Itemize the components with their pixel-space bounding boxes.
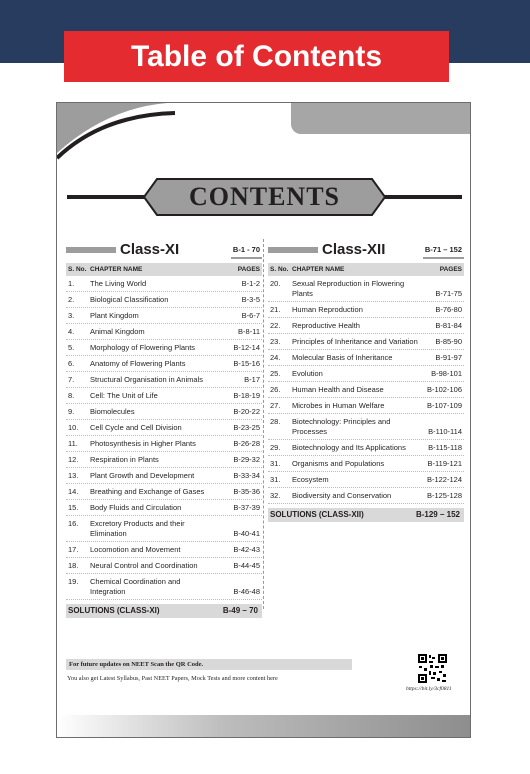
chapter-number: 8. bbox=[68, 390, 75, 400]
chapter-name: Principles of Inheritance and Variation bbox=[292, 336, 418, 346]
chapter-number: 1. bbox=[68, 278, 75, 288]
chapter-name: Microbes in Human Welfare bbox=[292, 400, 385, 410]
class-title: Class-XII bbox=[322, 241, 386, 258]
chapter-name: Cell: The Unit of Life bbox=[90, 390, 158, 400]
chapter-pages: B-18-19 bbox=[233, 390, 260, 400]
chapter-pages: B-44-45 bbox=[233, 560, 260, 570]
chapter-pages: B-3-5 bbox=[241, 294, 260, 304]
chapter-number: 25. bbox=[270, 368, 281, 378]
class-xii-column bbox=[268, 239, 464, 522]
solutions-row[interactable] bbox=[268, 508, 464, 522]
chapter-row[interactable] bbox=[268, 488, 464, 504]
chapter-name: Molecular Basis of Inheritance bbox=[292, 352, 393, 362]
chapter-name: Human Health and Disease bbox=[292, 384, 384, 394]
chapter-number: 3. bbox=[68, 310, 75, 320]
pages-header: PAGES bbox=[237, 266, 260, 273]
chapter-name: Reproductive Health bbox=[292, 320, 360, 330]
chapter-pages: B-71-75 bbox=[435, 288, 462, 298]
chapter-row[interactable] bbox=[268, 440, 464, 456]
chapter-pages: B-35-36 bbox=[233, 486, 260, 496]
chapter-name: Photosynthesis in Higher Plants bbox=[90, 438, 196, 448]
chapter-pages: B-107-109 bbox=[426, 400, 462, 410]
chapter-row[interactable] bbox=[66, 388, 262, 404]
chapter-number: 10. bbox=[68, 422, 79, 432]
chapter-pages: B-81-84 bbox=[435, 320, 462, 330]
chapter-row[interactable] bbox=[268, 302, 464, 318]
chapter-pages: B-85-90 bbox=[435, 336, 462, 346]
chapter-row[interactable] bbox=[66, 340, 262, 356]
chapter-pages: B-26-28 bbox=[233, 438, 260, 448]
chapter-number: 24. bbox=[270, 352, 281, 362]
chapter-pages: B-20-22 bbox=[233, 406, 260, 416]
chapter-pages: B-23-25 bbox=[233, 422, 260, 432]
chapter-row[interactable] bbox=[66, 324, 262, 340]
chapter-name: Animal Kingdom bbox=[90, 326, 145, 336]
class-header bbox=[268, 239, 464, 261]
table-header bbox=[268, 263, 464, 276]
chapter-name: Neural Control and Coordination bbox=[90, 560, 198, 570]
chapter-row[interactable] bbox=[66, 436, 262, 452]
qr-url[interactable]: https://bit.ly/3cf0811 bbox=[406, 686, 452, 692]
decorative-corner-curve bbox=[57, 103, 177, 163]
chapter-number: 19. bbox=[68, 576, 79, 586]
chapter-number: 6. bbox=[68, 358, 75, 368]
chapter-name: Plant Kingdom bbox=[90, 310, 139, 320]
chapter-row[interactable] bbox=[268, 318, 464, 334]
chapter-name: Morphology of Flowering Plants bbox=[90, 342, 196, 352]
chapter-row[interactable] bbox=[268, 414, 464, 440]
chapter-number: 31. bbox=[270, 474, 281, 484]
chapter-pages: B-8-11 bbox=[238, 326, 260, 336]
chapter-name: Plant Growth and Development bbox=[90, 470, 195, 480]
chapter-row[interactable] bbox=[66, 558, 262, 574]
chapter-name: Biodiversity and Conservation bbox=[292, 490, 392, 500]
solutions-row[interactable] bbox=[66, 604, 262, 618]
class-xi-column bbox=[66, 239, 262, 618]
chapter-pages: B-98-101 bbox=[431, 368, 462, 378]
page-title-banner: Table of Contents bbox=[64, 31, 449, 82]
chapter-number: 5. bbox=[68, 342, 75, 352]
chapter-row[interactable] bbox=[66, 276, 262, 292]
chapter-number: 27. bbox=[270, 400, 281, 410]
chapter-name: Human Reproduction bbox=[292, 304, 363, 314]
chapter-pages: B-17 bbox=[244, 374, 260, 384]
class-header bbox=[66, 239, 262, 261]
chapter-name: Respiration in Plants bbox=[90, 454, 159, 464]
qr-notice-text: You also get Latest Syllabus, Past NEET Papers, Mock Tests and more content here bbox=[67, 675, 278, 682]
chapter-number: 12. bbox=[68, 454, 79, 464]
class-title: Class-XI bbox=[120, 241, 180, 258]
chapter-name: Organisms and Populations bbox=[292, 458, 385, 468]
chapter-number: 14. bbox=[68, 486, 79, 496]
chapter-number: 28. bbox=[270, 416, 281, 426]
chapter-number: 2. bbox=[68, 294, 75, 304]
solutions-pages: B-49 – 70 bbox=[222, 606, 258, 615]
chapter-pages: B-33-34 bbox=[233, 470, 260, 480]
chapter-row[interactable] bbox=[66, 516, 262, 542]
chapter-pages: B-102-106 bbox=[426, 384, 462, 394]
chapter-row[interactable] bbox=[268, 472, 464, 488]
chapter-pages: B-1-2 bbox=[241, 278, 260, 288]
chapter-row[interactable] bbox=[66, 484, 262, 500]
chapter-number: 20. bbox=[270, 278, 281, 288]
chapter-number: 13. bbox=[68, 470, 79, 480]
chapter-name-header: CHAPTER NAME bbox=[90, 266, 143, 273]
class-page-range: B-71 – 152 bbox=[423, 243, 464, 259]
chapter-pages: B-115-118 bbox=[428, 442, 462, 452]
chapter-name: The Living World bbox=[90, 278, 147, 288]
chapter-number: 29. bbox=[270, 442, 281, 452]
chapter-pages: B-46-48 bbox=[233, 586, 260, 596]
chapter-row[interactable] bbox=[66, 404, 262, 420]
chapter-row[interactable] bbox=[66, 420, 262, 436]
chapter-name: Anatomy of Flowering Plants bbox=[90, 358, 186, 368]
chapter-name: Structural Organisation in Animals bbox=[90, 374, 203, 384]
sno-header: S. No. bbox=[270, 266, 289, 273]
chapter-pages: B-37-39 bbox=[233, 502, 260, 512]
chapter-name: Chemical Coordination and Integration bbox=[90, 576, 181, 596]
chapter-number: 23. bbox=[270, 336, 281, 346]
solutions-label: SOLUTIONS (CLASS-XII) bbox=[270, 510, 364, 519]
header-accent-bar bbox=[66, 247, 116, 253]
chapter-row[interactable] bbox=[268, 366, 464, 382]
chapter-number: 22. bbox=[270, 320, 281, 330]
chapter-name: Biological Classification bbox=[90, 294, 169, 304]
chapter-row[interactable] bbox=[268, 382, 464, 398]
chapter-number: 16. bbox=[68, 518, 79, 528]
chapter-row[interactable] bbox=[268, 398, 464, 414]
contents-page bbox=[56, 102, 471, 738]
chapter-row[interactable] bbox=[66, 308, 262, 324]
table-header bbox=[66, 263, 262, 276]
chapter-number: 17. bbox=[68, 544, 79, 554]
qr-notice-bar: For future updates on NEET Scan the QR Code. bbox=[66, 659, 352, 670]
header-accent-bar bbox=[268, 247, 318, 253]
chapter-name-header: CHAPTER NAME bbox=[292, 266, 345, 273]
chapter-name: Sexual Reproduction in Flowering Plants bbox=[292, 278, 405, 298]
chapter-pages: B-122-124 bbox=[426, 474, 462, 484]
chapter-name: Locomotion and Movement bbox=[90, 544, 181, 554]
chapter-pages: B-42-43 bbox=[233, 544, 260, 554]
chapter-pages: B-119-121 bbox=[427, 458, 462, 468]
chapter-row[interactable] bbox=[66, 468, 262, 484]
chapter-name: Body Fluids and Circulation bbox=[90, 502, 182, 512]
pages-header: PAGES bbox=[439, 266, 462, 273]
chapter-name: Biotechnology: Principles and Processes bbox=[292, 416, 391, 436]
chapter-pages: B-76-80 bbox=[435, 304, 462, 314]
contents-heading-block bbox=[67, 177, 462, 217]
chapter-row[interactable] bbox=[66, 500, 262, 516]
class-page-range: B-1 - 70 bbox=[231, 243, 262, 259]
chapter-pages: B-29-32 bbox=[233, 454, 260, 464]
chapter-number: 4. bbox=[68, 326, 75, 336]
qr-code-icon[interactable] bbox=[418, 654, 447, 683]
chapter-pages: B-6-7 bbox=[241, 310, 260, 320]
column-divider bbox=[263, 239, 264, 609]
chapter-row[interactable] bbox=[66, 542, 262, 558]
chapter-row[interactable] bbox=[268, 456, 464, 472]
chapter-pages: B-15-16 bbox=[233, 358, 260, 368]
chapter-number: 11. bbox=[68, 438, 78, 448]
chapter-pages: B-12-14 bbox=[233, 342, 260, 352]
chapter-number: 21. bbox=[270, 304, 281, 314]
chapter-pages: B-110-114 bbox=[428, 426, 462, 436]
chapter-number: 15. bbox=[68, 502, 79, 512]
chapter-row[interactable] bbox=[268, 276, 464, 302]
chapter-pages: B-40-41 bbox=[233, 528, 260, 538]
chapter-pages: B-91-97 bbox=[435, 352, 462, 362]
chapter-row[interactable] bbox=[66, 292, 262, 308]
chapter-row[interactable] bbox=[268, 350, 464, 366]
chapter-number: 7. bbox=[68, 374, 75, 384]
chapter-row[interactable] bbox=[66, 372, 262, 388]
chapter-name: Evolution bbox=[292, 368, 323, 378]
chapter-name: Ecosystem bbox=[292, 474, 329, 484]
chapter-row[interactable] bbox=[268, 334, 464, 350]
chapter-number: 31. bbox=[270, 458, 281, 468]
chapter-name: Cell Cycle and Cell Division bbox=[90, 422, 182, 432]
chapter-number: 18. bbox=[68, 560, 79, 570]
chapter-pages: B-125-128 bbox=[426, 490, 462, 500]
chapter-number: 32. bbox=[270, 490, 281, 500]
chapter-name: Biomolecules bbox=[90, 406, 135, 416]
decorative-corner-tab bbox=[291, 103, 471, 134]
chapter-row[interactable] bbox=[66, 574, 262, 600]
chapter-row[interactable] bbox=[66, 356, 262, 372]
chapter-name: Biotechnology and Its Applications bbox=[292, 442, 406, 452]
solutions-label: SOLUTIONS (CLASS-XI) bbox=[68, 606, 160, 615]
chapter-row[interactable] bbox=[66, 452, 262, 468]
contents-heading: CONTENTS bbox=[188, 182, 341, 211]
chapter-number: 9. bbox=[68, 406, 75, 416]
solutions-pages: B-129 – 152 bbox=[415, 510, 460, 519]
chapter-name: Excretory Products and their Elimination bbox=[90, 518, 185, 538]
bottom-gradient-band bbox=[57, 715, 471, 738]
chapter-name: Breathing and Exchange of Gases bbox=[90, 486, 205, 496]
chapter-number: 26. bbox=[270, 384, 281, 394]
sno-header: S. No. bbox=[68, 266, 87, 273]
